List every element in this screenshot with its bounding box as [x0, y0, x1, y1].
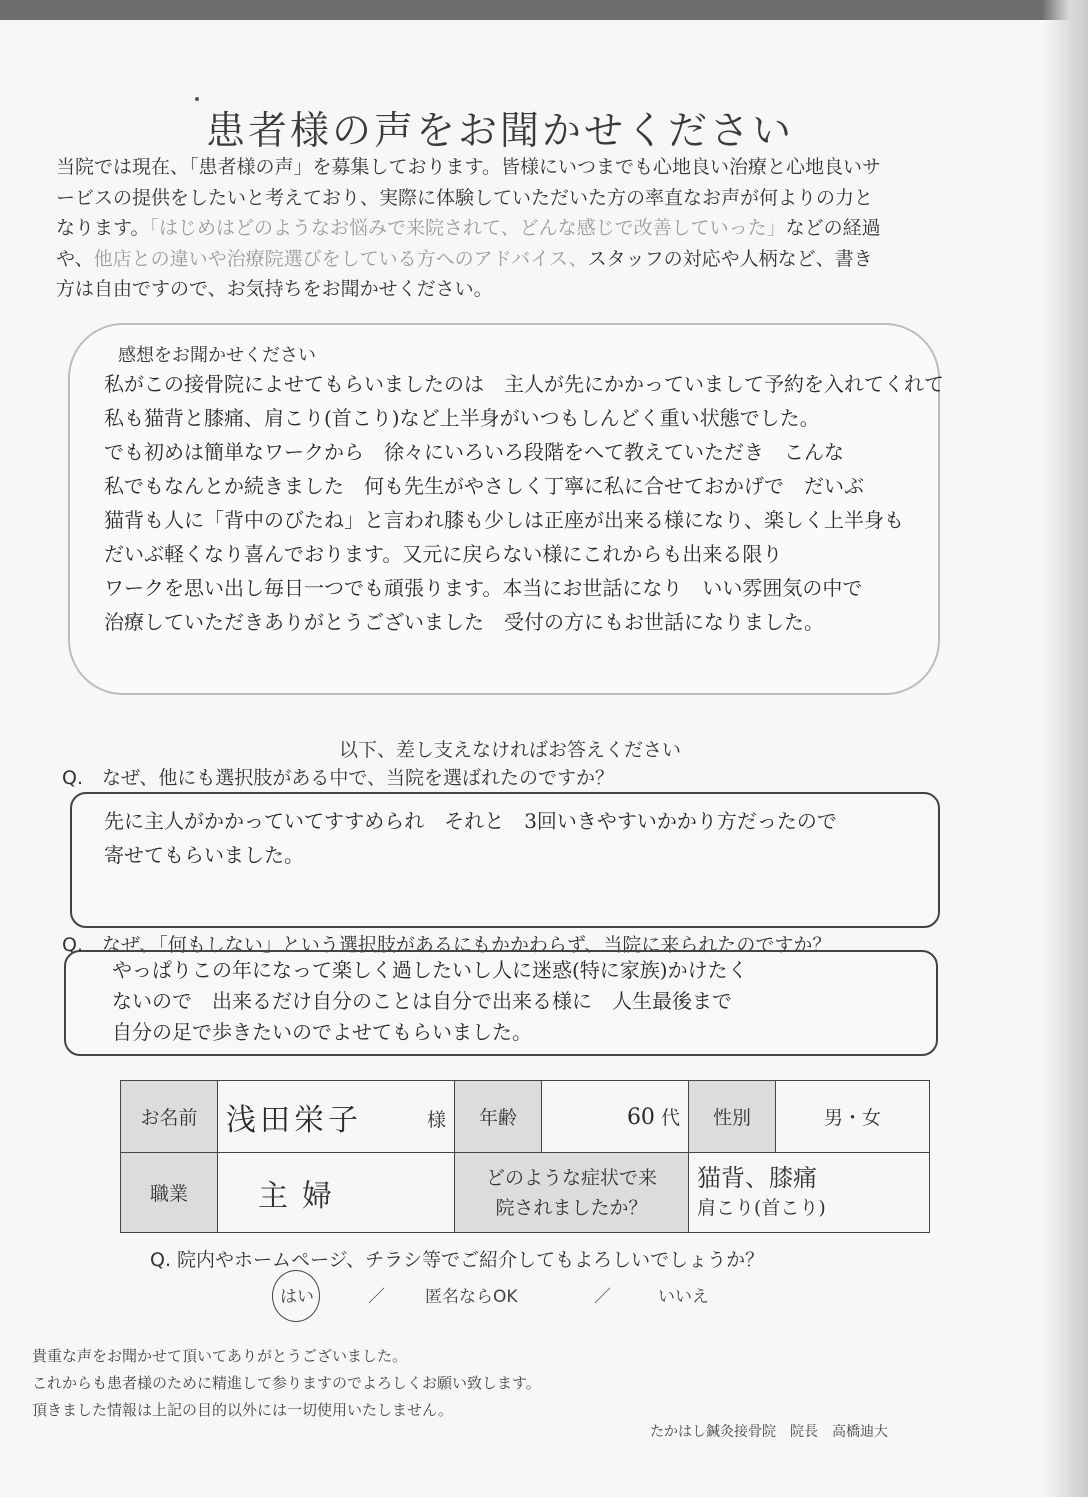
symptom-label-line: 院されましたか？ — [495, 1196, 648, 1219]
intro-segment: や、 — [56, 247, 94, 270]
option-no: いいえ — [658, 1287, 709, 1307]
intro-segment-faded: 他店との違いや治療院選びをしている方へのアドバイス、 — [93, 247, 588, 270]
intro-segment: なります。 — [56, 217, 150, 240]
intro-line: 方は自由ですので、お気持ちをお聞かせください。 — [56, 278, 493, 301]
honorific: 様 — [426, 1108, 446, 1131]
handwritten-line: 先に主人がかかっていてすすめられ それと 3回いきやすいかかり方だったので — [104, 809, 837, 833]
handwritten-line: ないので 出来るだけ自分のことは自分で出来る様に 人生最後まで — [112, 989, 732, 1013]
age-cell — [542, 1081, 689, 1153]
sex-value: 男・女 — [776, 1081, 930, 1153]
age-value: 60 — [626, 1105, 655, 1130]
handwritten-line: 猫背も人に「背中のびたね」と言われ膝も少しは正座が出来る様になり、楽しく上半身も — [104, 508, 904, 532]
handwritten-line: 私でもなんとか続きました 何も先生がやさしく丁寧に私に合せておかげで だいぶ — [104, 474, 864, 498]
footer-note — [32, 1343, 541, 1424]
question-1: Q. なぜ、他にも選択肢がある中で、当院を選ばれたのですか？ — [62, 767, 615, 789]
intro-paragraph — [56, 152, 946, 305]
question-3: Q. 院内やホームページ、チラシ等でご紹介してもよろしいでしょうか？ — [150, 1249, 765, 1271]
footer-line: これからも患者様のために精進して参りますのでよろしくお願い致します。 — [32, 1374, 541, 1392]
answer-2-handwriting — [112, 955, 912, 1048]
clinic-signature: たかはし鍼灸接骨院 院長 高橋迪大 — [650, 1424, 888, 1440]
symptom-value — [689, 1153, 930, 1233]
handwritten-line: ワークを思い出し毎日一つでも頑張ります。本当にお世話になり いい雰囲気の中で — [104, 576, 863, 600]
symptom-label-line: どのような症状で来 — [485, 1166, 657, 1189]
name-cell — [218, 1081, 455, 1153]
handwritten-line: 私がこの接骨院によせてもらいましたのは 主人が先にかかっていまして予約を入れてくれて — [104, 372, 944, 396]
name-label: お名前 — [121, 1081, 218, 1153]
handwritten-line: 治療していただきありがとうございました 受付の方にもお世話になりました。 — [104, 610, 824, 634]
handwritten-line: だいぶ軽くなり喜んでおります。又元に戻らない様にこれからも出来る限り — [104, 542, 783, 566]
name-value: 浅田栄子 — [226, 1102, 362, 1138]
intro-line — [56, 213, 946, 244]
intro-segment-faded: 「はじめはどのようなお悩みで来院されて、どんな感じで改善していった」 — [149, 217, 786, 240]
handwritten-line: 寄せてもらいました。 — [104, 843, 304, 867]
page-title: 患者様の声をお聞かせください — [205, 109, 794, 154]
scan-top-border — [0, 0, 1088, 20]
sex-label: 性別 — [689, 1081, 776, 1153]
impressions-label: 感想をお聞かせください — [118, 345, 316, 366]
option-yes: はい — [280, 1287, 314, 1307]
intro-line: ービスの提供をしたいと考えており、実際に体験していただいた方の率直なお声が何よりの力と — [56, 186, 874, 209]
intro-line — [56, 244, 946, 275]
symptom-value-line: 猫背、膝痛 — [697, 1163, 817, 1192]
handwritten-line: でも初めは簡単なワークから 徐々にいろいろ段階をへて教えていただき こんな — [104, 440, 844, 464]
intro-segment: などの経過 — [785, 217, 881, 240]
impressions-handwriting — [104, 367, 944, 639]
option-separator: ／ — [594, 1287, 611, 1307]
patient-info-table — [120, 1080, 930, 1233]
section-heading: 以下、差し支えなければお答えください — [338, 739, 681, 761]
job-label: 職業 — [121, 1153, 218, 1233]
job-value: 主婦 — [218, 1153, 455, 1233]
footer-line: 頂きました情報は上記の目的以外には一切使用いたしません。 — [32, 1401, 453, 1419]
symptom-label — [455, 1153, 689, 1233]
handwritten-line: 自分の足で歩きたいのでよせてもらいました。 — [112, 1020, 532, 1044]
symptom-value-line: 肩こり(首こり) — [697, 1196, 826, 1219]
option-separator: ／ — [368, 1287, 385, 1307]
handwritten-line: やっぱりこの年になって楽しく過したいし人に迷惑(特に家族)かけたく — [112, 958, 748, 982]
intro-segment: スタッフの対応や人柄など、書き — [587, 247, 873, 270]
answer-1-handwriting — [104, 804, 924, 872]
scan-right-shadow — [1042, 0, 1088, 1497]
handwritten-line: 私も猫背と膝痛、肩こり(首こり)など上半身がいつもしんどく重い状態でした。 — [104, 406, 820, 430]
age-label: 年齢 — [455, 1081, 542, 1153]
option-anonymous: 匿名ならOK — [425, 1287, 518, 1307]
intro-line: 当院では現在、「患者様の声」を募集しております。皆様にいつまでも心地良い治療と心地良いサ — [56, 156, 881, 178]
footer-line: 貴重な声をお聞かせて頂いてありがとうございました。 — [32, 1347, 408, 1365]
question-2: Q. なぜ、「何もしない」という選択肢があるにもかかわらず、当院に来られたのですか？ — [62, 934, 832, 956]
age-unit: 代 — [660, 1107, 680, 1129]
